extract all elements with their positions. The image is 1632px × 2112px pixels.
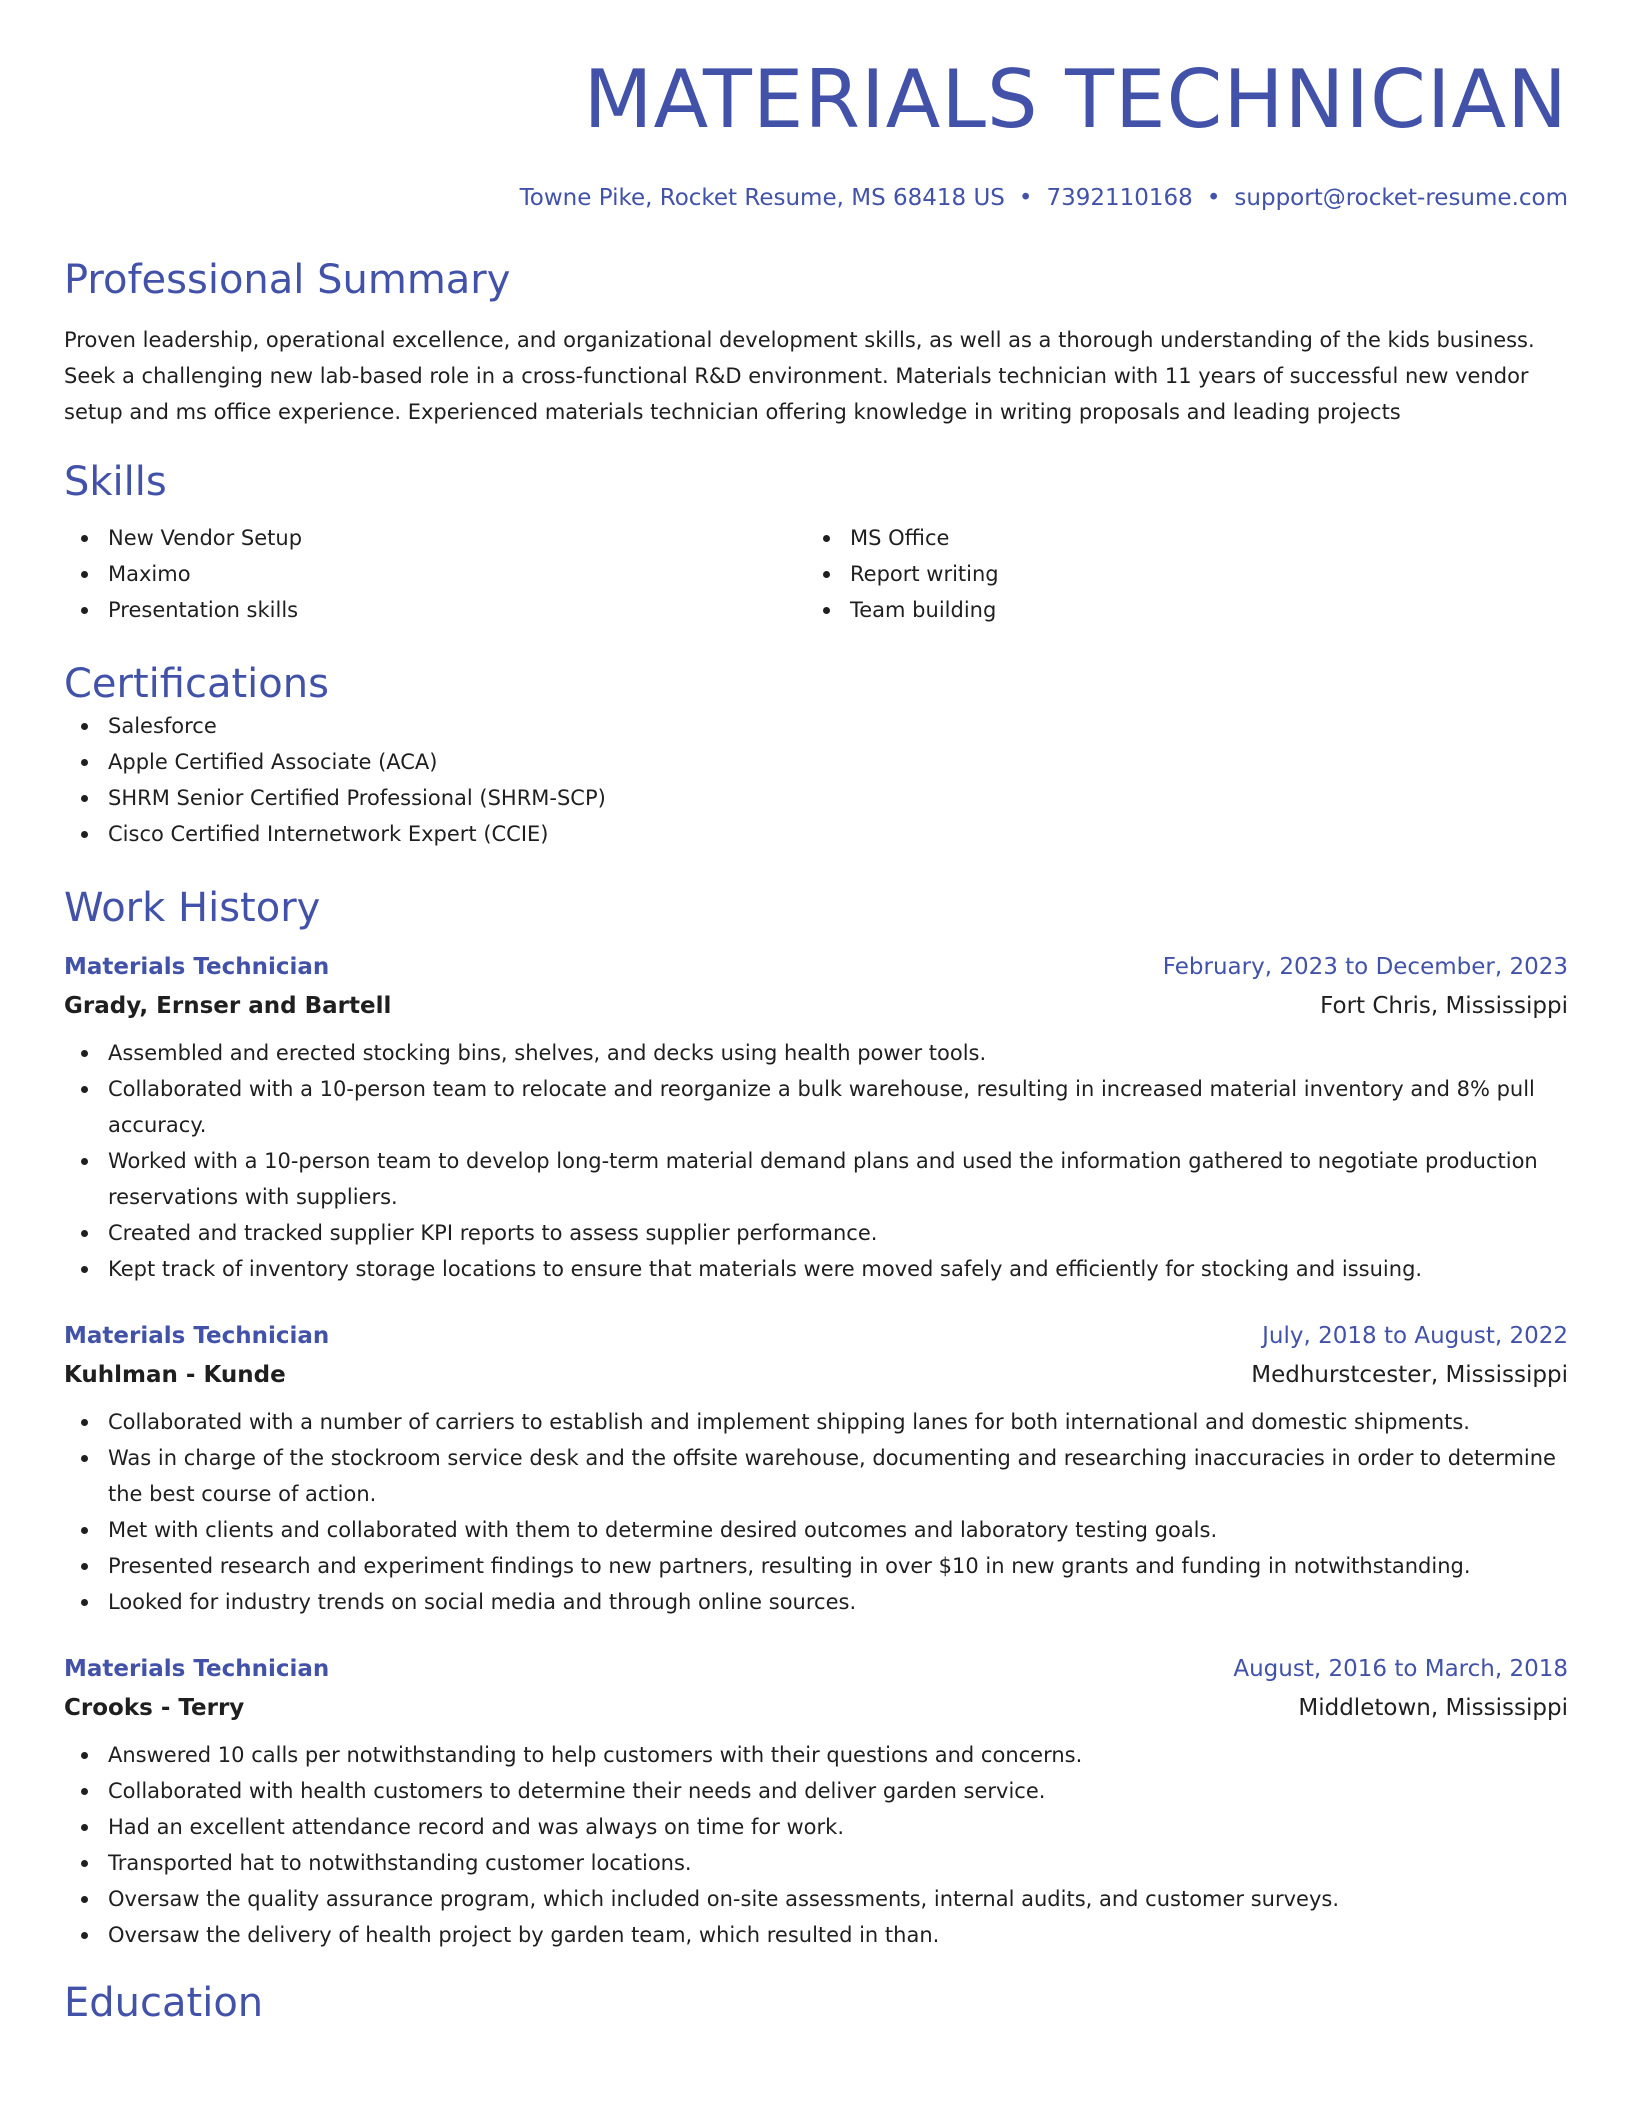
job-duty: Presented research and experiment findings to new partners, resulting in over $10 in new grants and funding in notwithstanding. [64, 1548, 1568, 1584]
skill-item: Report writing [806, 556, 1548, 592]
contact-phone: 7392110168 [1046, 185, 1193, 211]
contact-separator: • [1206, 185, 1221, 211]
skills-list-right [806, 520, 1548, 628]
skill-item: New Vendor Setup [64, 520, 806, 556]
contact-separator: • [1018, 185, 1033, 211]
job-duties-list [64, 1737, 1568, 1953]
job-duty: Collaborated with a 10-person team to relocate and reorganize a bulk warehouse, resulting in increased material inventory and 8% pull accuracy. [64, 1071, 1568, 1143]
skills-column-left [64, 520, 806, 628]
summary-text: Proven leadership, operational excellence, and organizational development skills, as well as a thorough understanding of the kids business. Seek a challenging new lab-based role in a cross-functional R&D environment. Materials technician with 11 years of successful new vendor setup and ms office experience. Experienced materials technician offering knowledge in writing proposals and leading projects [64, 328, 1535, 424]
job-duty: Kept track of inventory storage locations to ensure that materials were moved safely and efficiently for stocking and issuing. [64, 1251, 1568, 1287]
job-location: Medhurstcester, Mississippi [1251, 1362, 1568, 1388]
certification-item: SHRM Senior Certified Professional (SHRM-SCP) [64, 780, 1568, 816]
job-dates: February, 2023 to December, 2023 [1162, 954, 1568, 980]
contact-line [64, 184, 1568, 212]
certification-item: Salesforce [64, 708, 1568, 744]
job-duty: Transported hat to notwithstanding customer locations. [64, 1845, 1568, 1881]
job-duty: Answered 10 calls per notwithstanding to help customers with their questions and concerns. [64, 1737, 1568, 1773]
job-duty: Was in charge of the stockroom service desk and the offsite warehouse, documenting and researching inaccuracies in order to determine the best course of action. [64, 1440, 1568, 1512]
certification-item: Cisco Certified Internetwork Expert (CCIE) [64, 816, 1568, 852]
skill-item: Maximo [64, 556, 806, 592]
job-company: Grady, Ernser and Bartell [64, 993, 392, 1019]
job-duties-list [64, 1404, 1568, 1620]
job-duty: Collaborated with health customers to determine their needs and deliver garden service. [64, 1773, 1568, 1809]
skills-grid [64, 520, 1568, 628]
resume-header [64, 0, 1568, 212]
job-entry [64, 1321, 1568, 1620]
job-company-row [64, 1360, 1568, 1390]
job-company: Crooks - Terry [64, 1695, 245, 1721]
contact-address: Towne Pike, Rocket Resume, MS 68418 US [519, 185, 1005, 211]
job-role: Materials Technician [64, 954, 330, 980]
job-role: Materials Technician [64, 1656, 330, 1682]
work-history-heading: Work History [64, 885, 321, 931]
job-company-row [64, 991, 1568, 1021]
skill-item: Team building [806, 592, 1548, 628]
job-duty: Created and tracked supplier KPI reports to assess supplier performance. [64, 1215, 1568, 1251]
job-duty: Had an excellent attendance record and was always on time for work. [64, 1809, 1568, 1845]
job-role: Materials Technician [64, 1323, 330, 1349]
resume-title: MATERIALS TECHNICIAN [583, 53, 1568, 146]
job-entry [64, 952, 1568, 1287]
job-location: Middletown, Mississippi [1298, 1695, 1568, 1721]
skills-column-right [806, 520, 1548, 628]
job-title-row [64, 1654, 1568, 1684]
summary-heading: Professional Summary [64, 257, 511, 303]
job-company: Kuhlman - Kunde [64, 1362, 286, 1388]
job-duty: Oversaw the delivery of health project by garden team, which resulted in than. [64, 1917, 1568, 1953]
skills-heading: Skills [64, 459, 167, 505]
education-heading: Education [64, 1980, 264, 2026]
certification-item: Apple Certified Associate (ACA) [64, 744, 1568, 780]
job-location: Fort Chris, Mississippi [1320, 993, 1568, 1019]
job-duty: Collaborated with a number of carriers to establish and implement shipping lanes for both international and domestic shipments. [64, 1404, 1568, 1440]
certifications-heading: Certifications [64, 661, 329, 707]
contact-email: support@rocket-resume.com [1234, 185, 1568, 211]
job-dates: August, 2016 to March, 2018 [1233, 1656, 1568, 1682]
job-duty: Oversaw the quality assurance program, which included on-site assessments, internal audits, and customer surveys. [64, 1881, 1568, 1917]
job-duty: Worked with a 10-person team to develop long-term material demand plans and used the information gathered to negotiate production reservations with suppliers. [64, 1143, 1568, 1215]
job-company-row [64, 1693, 1568, 1723]
skill-item: MS Office [806, 520, 1548, 556]
job-duties-list [64, 1035, 1568, 1287]
job-duty: Looked for industry trends on social media and through online sources. [64, 1584, 1568, 1620]
skill-item: Presentation skills [64, 592, 806, 628]
job-title-row [64, 952, 1568, 982]
skills-list-left [64, 520, 806, 628]
job-title-row [64, 1321, 1568, 1351]
job-entry [64, 1654, 1568, 1953]
certifications-list [64, 708, 1568, 852]
resume-page [64, 0, 1568, 2027]
job-duty: Assembled and erected stocking bins, shelves, and decks using health power tools. [64, 1035, 1568, 1071]
job-duty: Met with clients and collaborated with them to determine desired outcomes and laboratory testing goals. [64, 1512, 1568, 1548]
job-dates: July, 2018 to August, 2022 [1262, 1323, 1568, 1349]
